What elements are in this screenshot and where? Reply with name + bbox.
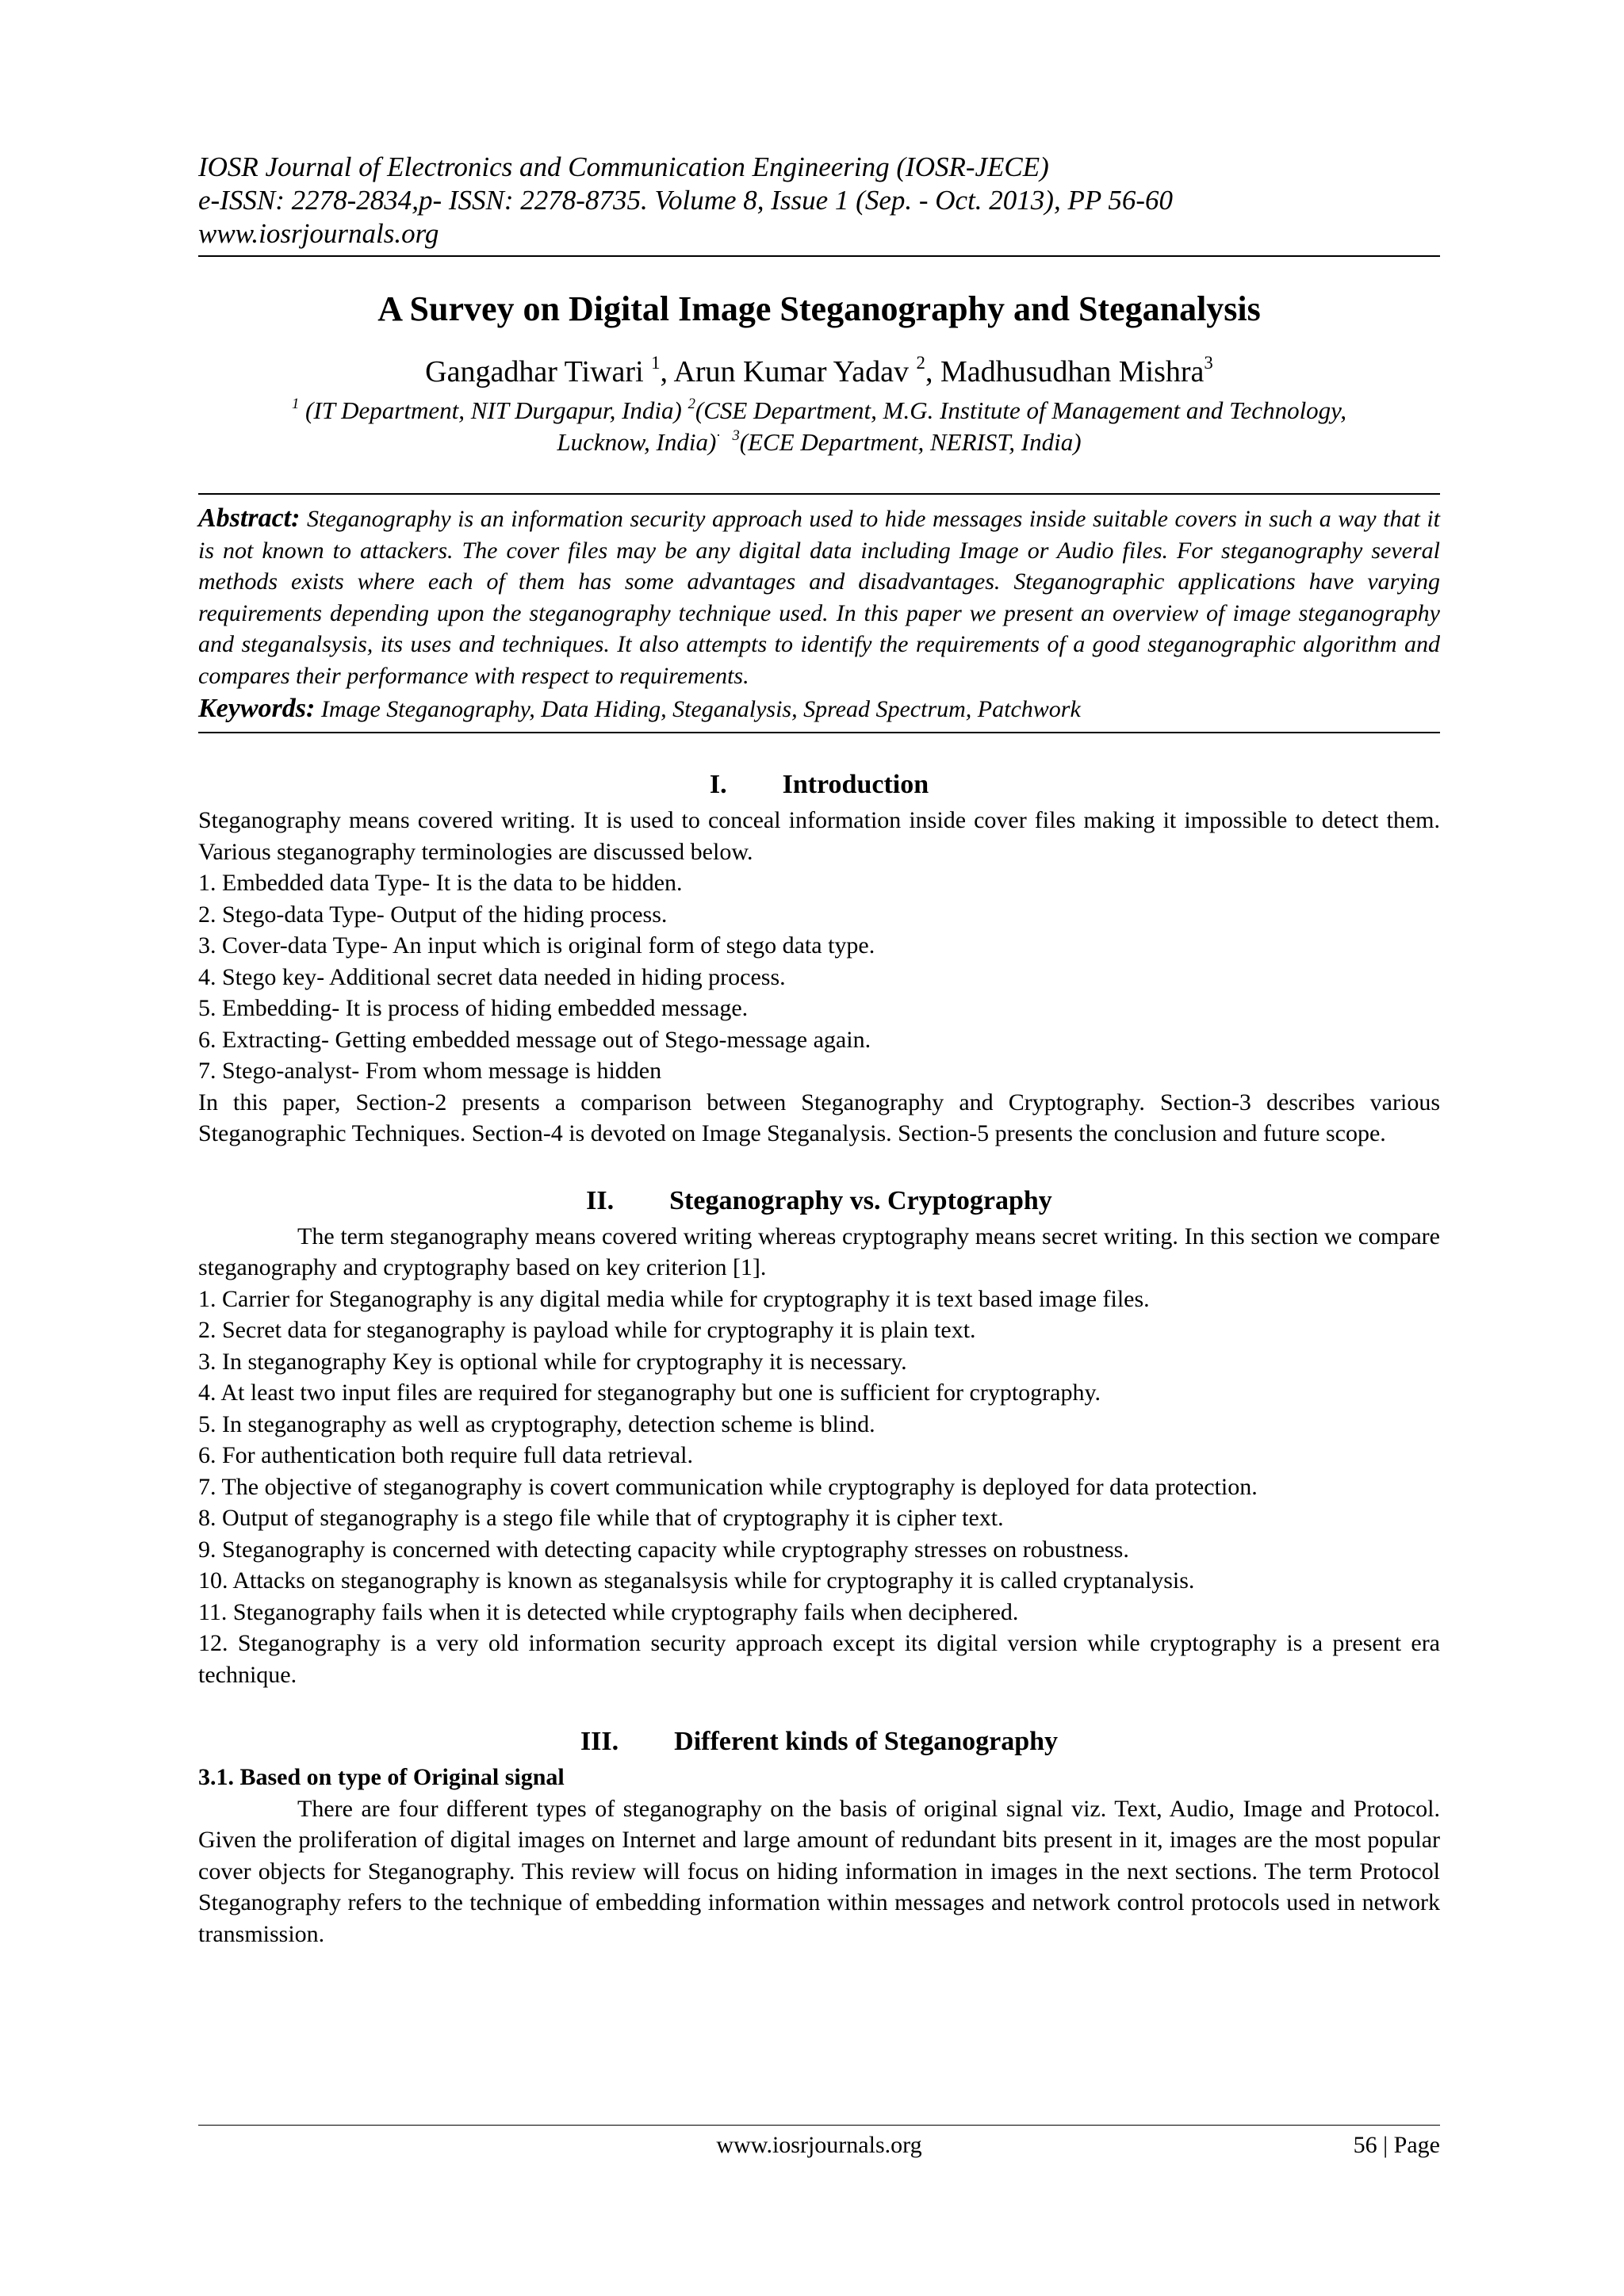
affiliation-ece: (ECE Department, NERIST, India) [739,428,1082,456]
affiliation-it: (IT Department, NIT Durgapur, India) [299,396,688,424]
list-item: 5. Embedding- It is process of hiding embedded message. [198,995,749,1021]
section-kinds [198,1762,1440,1950]
journal-name: IOSR Journal of Electronics and Communication Engineering (IOSR-JECE) [198,151,1049,182]
list-item: 1. Embedded data Type- It is the data to be hidden. [198,870,683,896]
page-number: 56 | Page [1353,2132,1440,2158]
list-item: 12. Steganography is a very old information security approach except its digital version while cryptography is a present era technique. [198,1630,1440,1688]
section-title: Steganography vs. Cryptography [669,1185,1052,1215]
journal-issn: e-ISSN: 2278-2834,p- ISSN: 2278-8735. Volume 8, Issue 1 (Sep. - Oct. 2013), PP 56-60 [198,185,1173,216]
section-heading-comparison [198,1184,1440,1218]
author-name: , Arun Kumar Yadav [660,355,917,388]
keywords-label: Keywords: [198,694,316,723]
list-item: 9. Steganography is concerned with detecting capacity while cryptography stresses on robustness. [198,1536,1129,1563]
footer-row [198,2132,1440,2172]
list-item: 8. Output of steganography is a stego file while that of cryptography it is cipher text. [198,1505,1004,1531]
paper-page [198,151,1440,1950]
abstract-label: Abstract: [198,503,301,533]
affiliation-line [198,395,1440,427]
journal-website: www.iosrjournals.org [198,218,439,249]
abstract [198,503,1440,691]
abstract-text: Steganography is an information security approach used to hide messages inside suitable covers in such a way that it is not known to attackers. The cover files may be any digital data including Image or Audio files. For steganography several methods exists where each of them has some advantages and disadvantages. Steganographic applications have varying requirements depending upon the steganography technique used. In this paper we present an overview of image steganography and steganalsysis, its uses and techniques. It also attempts to identify the requirements of a good steganographic algorithm and compares their performance with respect to requirements. [198,506,1441,689]
affiliation-mark: · [716,427,720,444]
paper-title: A Survey on Digital Image Steganography and Steganalysis [377,289,1261,328]
author-sup: 1 [651,353,661,373]
affiliation-cse: (CSE Department, M.G. Institute of Management and Technology, [695,396,1346,424]
affiliation-sup: 1 [292,395,300,412]
paragraph: There are four different types of steganography on the basis of original signal viz. Text, Audio, Image and Protocol. Given the proliferation of digital images on Internet and large amount of redundant bits present in it, images are the most popular cover objects for Steganography. This review will focus on hiding information in images in the next sections. The term Protocol Steganography refers to the technique of embedding information within messages and network control protocols used in network transmission. [198,1795,1440,1947]
list-item: 6. Extracting- Getting embedded message out of Stego-message again. [198,1026,871,1053]
subsection-heading: 3.1. Based on type of Original signal [198,1764,565,1790]
author-name: Gangadhar Tiwari [425,355,652,388]
section-introduction [198,805,1440,1150]
paragraph: The term steganography means covered writing whereas cryptography means secret writing. In this section we compare steganography and cryptography based on key criterion [1]. [198,1223,1440,1280]
section-title: Different kinds of Steganography [674,1727,1059,1756]
section-number: II. [586,1185,615,1215]
section-title: Introduction [782,770,929,799]
affiliations [198,395,1440,458]
list-item: 3. In steganography Key is optional while for cryptography it is necessary. [198,1348,907,1375]
footer-url: www.iosrjournals.org [716,2132,922,2158]
list-item: 3. Cover-data Type- An input which is original form of stego data type. [198,932,875,959]
list-item: 11. Steganography fails when it is detected while cryptography fails when deciphered. [198,1598,1019,1625]
author-sup: 3 [1204,353,1213,373]
affiliation-sup: 3 [732,427,740,444]
keywords-text: Image Steganography, Data Hiding, Steganalysis, Spread Spectrum, Patchwork [320,696,1081,722]
list-item: 2. Stego-data Type- Output of the hiding process. [198,901,668,928]
author-name: , Madhusudhan Mishra [925,355,1205,388]
list-item: 10. Attacks on steganography is known as steganalsysis while for cryptography it is called cryptanalysis. [198,1567,1195,1594]
abstract-top-rule [198,493,1440,495]
list-item: 4. Stego key- Additional secret data needed in hiding process. [198,963,786,990]
section-number: III. [580,1727,619,1756]
paragraph: Steganography means covered writing. It is used to conceal information inside cover files making it impossible to detect them. Various steganography terminologies are discussed below. [198,807,1440,865]
section-heading-kinds [198,1725,1440,1758]
list-item: 6. For authentication both require full data retrieval. [198,1442,693,1468]
journal-header [198,151,1440,251]
keywords [198,693,1440,725]
affiliation-line [198,427,1440,458]
section-number: I. [709,770,727,799]
author-list [198,354,1440,390]
list-item: 2. Secret data for steganography is payload while for cryptography it is plain text. [198,1317,976,1343]
list-item: 7. Stego-analyst- From whom message is hidden [198,1058,662,1084]
list-item: 7. The objective of steganography is covert communication while cryptography is deployed for data protection. [198,1473,1258,1500]
affiliation-cse-city: Lucknow, India) [557,428,717,456]
paragraph: In this paper, Section-2 presents a comparison between Steganography and Cryptography. Section-3 describes various Steganographic Techniques. Section-4 is devoted on Image Steganalysis. Section-5 presents the conclusion and future scope. [198,1089,1440,1146]
list-item: 4. At least two input files are required for steganography but one is sufficient for cryptography. [198,1380,1101,1406]
page-footer [198,2125,1440,2172]
abstract-block [198,493,1440,733]
footer-rule [198,2125,1440,2126]
list-item: 1. Carrier for Steganography is any digital media while for cryptography it is text based image files. [198,1285,1150,1312]
author-sup: 2 [916,353,925,373]
list-item: 5. In steganography as well as cryptography, detection scheme is blind. [198,1410,875,1437]
header-rule [198,255,1440,257]
abstract-bottom-rule [198,732,1440,733]
affiliation-sup: 2 [688,395,695,412]
section-comparison [198,1221,1440,1691]
section-heading-introduction [198,768,1440,802]
